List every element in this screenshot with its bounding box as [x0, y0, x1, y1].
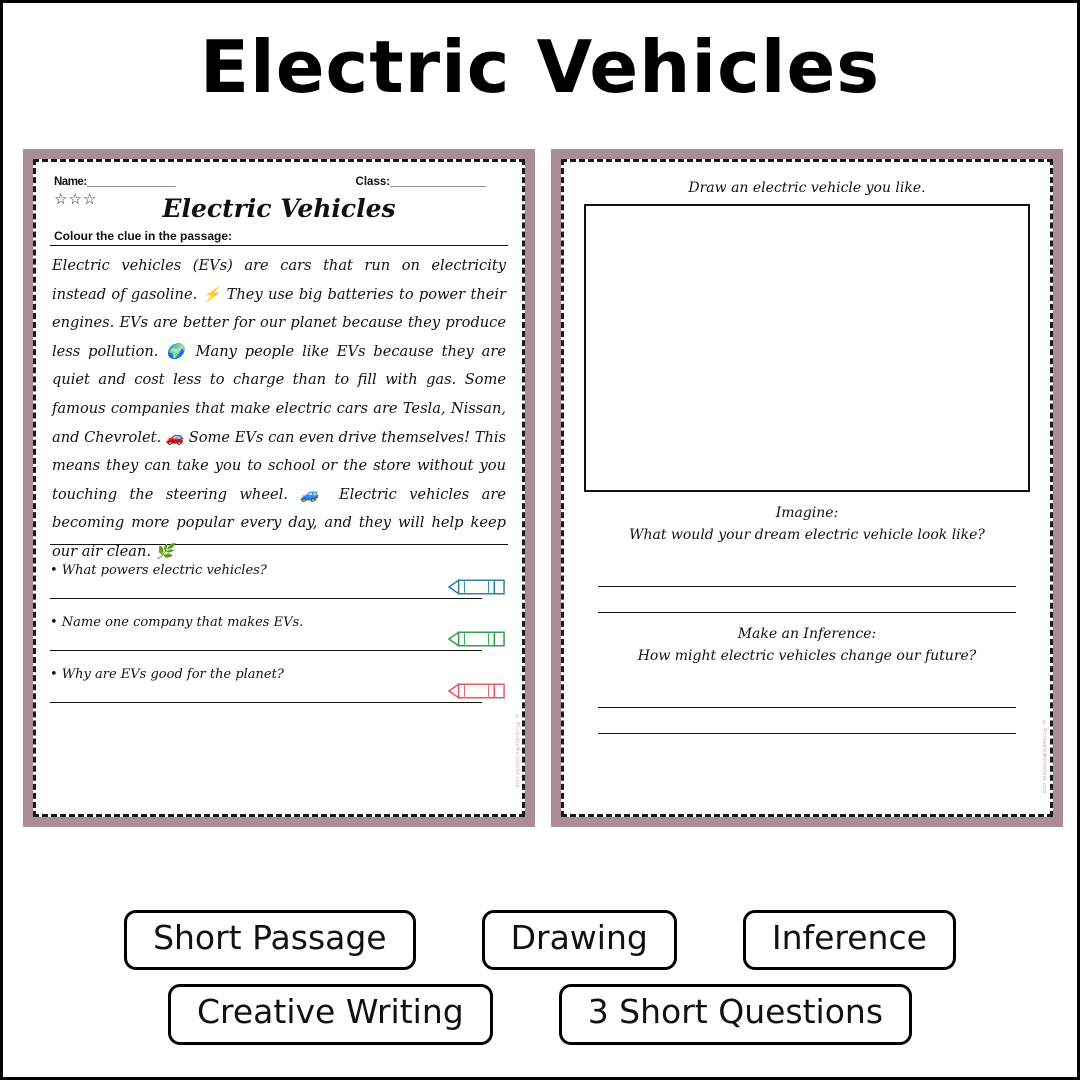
question-item: [50, 615, 508, 651]
worksheet-heading: Electric Vehicles: [162, 194, 396, 223]
imagine-label: Imagine:: [775, 505, 839, 521]
answer-line[interactable]: [50, 650, 482, 651]
worksheet-left-inner: [33, 159, 525, 817]
watermark: © PrintableWorksheet.com: [1041, 720, 1047, 794]
instruction-text: Colour the clue in the passage:: [54, 229, 233, 243]
imagine-prompt: What would your dream electric vehicle look like?: [629, 527, 985, 544]
rating-stars-icon[interactable]: ☆☆☆: [54, 191, 98, 208]
question-text: • Name one company that makes EVs.: [50, 615, 304, 630]
tag-drawing[interactable]: Drawing: [482, 910, 677, 971]
tag-inference[interactable]: Inference: [743, 910, 956, 971]
question-text: • Why are EVs good for the planet?: [50, 667, 284, 682]
feature-tags-row-2: [3, 984, 1077, 1045]
feature-tags-row-1: [3, 910, 1077, 971]
draw-prompt-text: Draw an electric vehicle you like.: [688, 180, 926, 196]
tag-short-passage[interactable]: Short Passage: [124, 910, 416, 971]
inference-section: [578, 623, 1036, 734]
watermark: © PrintableWorksheet.com: [514, 714, 520, 788]
question-item: [50, 667, 508, 703]
imagine-write-lines: [598, 561, 1016, 613]
question-item: [50, 563, 508, 599]
inference-write-lines: [598, 682, 1016, 734]
answer-line[interactable]: [50, 702, 482, 703]
write-line[interactable]: [598, 561, 1016, 587]
worksheet-page-right: [551, 149, 1063, 827]
worksheet-page-left: [23, 149, 535, 827]
inference-prompt: How might electric vehicles change our future?: [637, 648, 977, 665]
write-line[interactable]: [598, 708, 1016, 734]
name-field-label[interactable]: Name:_______________: [54, 176, 176, 188]
inference-label: Make an Inference:: [737, 625, 877, 642]
crayon-icon: [448, 577, 506, 597]
student-info-row: [50, 174, 508, 188]
passage-box: [50, 245, 508, 560]
tag-creative-writing[interactable]: Creative Writing: [168, 984, 493, 1045]
drawing-area[interactable]: [584, 204, 1030, 492]
write-line[interactable]: [598, 587, 1016, 613]
class-field-label[interactable]: Class:_______________: [355, 176, 486, 188]
crayon-icon: [448, 681, 506, 701]
passage-text: Electric vehicles (EVs) are cars that run on electricity instead of gasoline. ⚡ They use big batteries to power their engines. EVs are better for our planet because they produce less pollution. 🌍 Many people like EVs because they are quiet and cost less to charge than to fill with gas. Some famous companies that make electric cars are Tesla, Nissan, and Chevrolet. 🚗 Some EVs can even drive themselves! This means they can take you to school or the store without you touching the steering wheel. 🚙 Electric vehicles are becoming more popular every day, and they will help keep our air clean. 🌿: [52, 257, 506, 560]
worksheet-right-inner: [561, 159, 1053, 817]
imagine-section: [578, 502, 1036, 613]
feature-tags: [3, 910, 1077, 1059]
question-text: • What powers electric vehicles?: [50, 563, 267, 578]
questions-list: [50, 563, 508, 703]
tag-3-short-questions[interactable]: 3 Short Questions: [559, 984, 912, 1045]
write-line[interactable]: [598, 682, 1016, 708]
page-title: Electric Vehicles: [199, 25, 881, 109]
answer-line[interactable]: [50, 598, 482, 599]
crayon-icon: [448, 629, 506, 649]
